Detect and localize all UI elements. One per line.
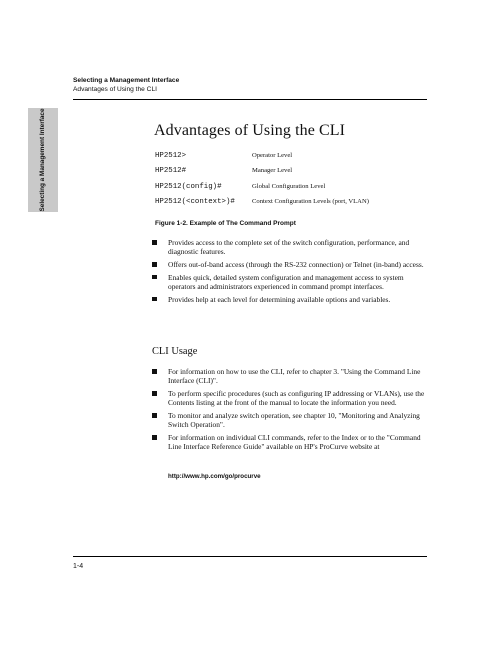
chapter-side-tab xyxy=(28,108,58,212)
bullet-square-icon xyxy=(152,240,157,245)
prompt-command: HP2512(<context>)# xyxy=(155,198,235,207)
prompt-command: HP2512> xyxy=(155,152,187,160)
prompt-description: Global Configuration Level xyxy=(252,182,326,190)
header-section-title: Selecting a Management Interface xyxy=(73,77,180,84)
list-item-text: Offers out-of-band access (through the RS-232 connection) or Telnet (in-band) access. xyxy=(168,260,424,269)
procurve-url-link[interactable]: http://www.hp.com/go/procurve xyxy=(168,473,261,480)
list-item-text: To monitor and analyze switch operation, see chapter 10, "Monitoring and Analyzing Switch Operation". xyxy=(168,411,420,430)
figure-caption: Figure 1-2. Example of The Command Prompt xyxy=(155,220,296,227)
list-item xyxy=(152,238,430,257)
bullet-square-icon xyxy=(152,275,157,280)
header-subsection-title: Advantages of Using the CLI xyxy=(73,86,157,93)
list-item xyxy=(152,273,430,292)
prompt-description: Operator Level xyxy=(252,152,293,159)
list-item xyxy=(152,411,430,430)
list-item-text: For information on how to use the CLI, refer to chapter 3. "Using the Command Line Interface (CLI)". xyxy=(168,367,421,386)
prompt-command: HP2512(config)# xyxy=(155,182,222,191)
bullet-square-icon xyxy=(152,435,157,440)
list-item xyxy=(152,433,430,452)
bullet-square-icon xyxy=(152,262,157,267)
list-item-text: To perform specific procedures (such as configuring IP addressing or VLANs), use the Contents listing at the front of the manual to locate the information you need. xyxy=(168,389,425,408)
list-item-text: For information on individual CLI commands, refer to the Index or to the "Command Line Interface Reference Guide" available on HP's ProCurve website at xyxy=(168,433,421,452)
prompt-command: HP2512# xyxy=(155,167,187,176)
prompt-description: Context Configuration Levels (port, VLAN) xyxy=(252,198,369,206)
list-item-text: Enables quick, detailed system configuration and management access to system operators and administrators experienced in command prompt interfaces. xyxy=(168,272,404,291)
header-divider xyxy=(73,99,427,100)
bullet-square-icon xyxy=(152,413,157,418)
list-item xyxy=(152,389,430,408)
bullet-square-icon xyxy=(152,369,157,374)
bullet-square-icon xyxy=(152,391,157,396)
list-item-text: Provides access to the complete set of the switch configuration, performance, and diagnostic features. xyxy=(168,238,410,257)
side-tab-label: Selecting a Management Interface xyxy=(39,108,46,212)
page-number: 1-4 xyxy=(73,563,84,570)
cli-usage-list xyxy=(152,367,430,455)
section-heading: CLI Usage xyxy=(152,346,198,357)
footer-divider xyxy=(73,556,427,557)
advantages-list xyxy=(152,238,430,307)
page-title: Advantages of Using the CLI xyxy=(154,122,346,139)
list-item xyxy=(152,367,430,386)
list-item xyxy=(152,295,430,304)
list-item xyxy=(152,260,430,269)
list-item-text: Provides help at each level for determining available options and variables. xyxy=(168,294,391,304)
bullet-square-icon xyxy=(152,297,157,302)
running-header xyxy=(73,76,179,94)
prompt-description: Manager Level xyxy=(252,167,293,175)
